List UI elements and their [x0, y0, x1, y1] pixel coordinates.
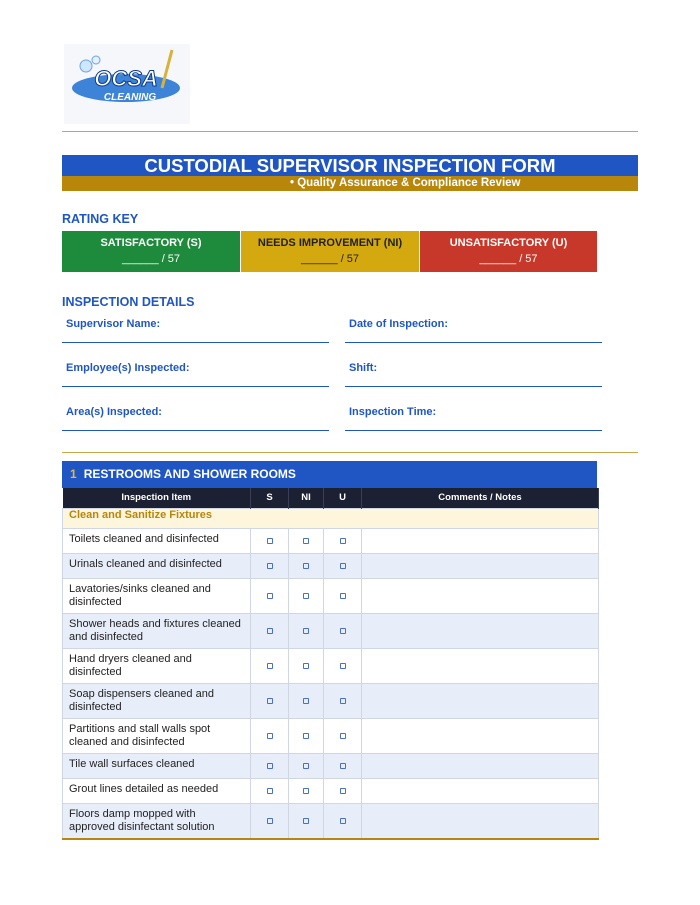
- checkbox-s[interactable]: [267, 628, 273, 634]
- employees-inspected-label: Employee(s) Inspected:: [66, 362, 190, 374]
- rating-cell-ni: [289, 753, 324, 778]
- table-row: [63, 753, 599, 778]
- inspection-date-field[interactable]: [345, 313, 602, 343]
- table-row: [63, 578, 599, 613]
- rating-cell-ni: [289, 528, 324, 553]
- comments-cell[interactable]: [362, 528, 599, 553]
- rating-cell-u: [324, 803, 362, 839]
- col-header-s: S: [251, 488, 289, 508]
- checkbox-u[interactable]: [340, 733, 346, 739]
- inspection-details-heading: INSPECTION DETAILS: [62, 295, 195, 309]
- rating-cell-u: [324, 778, 362, 803]
- rating-needs-improvement: [241, 231, 419, 272]
- rating-unsatisfactory-label: UNSATISFACTORY (U): [449, 237, 568, 249]
- form-subtitle-bar: [62, 176, 638, 191]
- subsection-row: [63, 508, 599, 528]
- rating-cell-s: [251, 528, 289, 553]
- checkbox-s[interactable]: [267, 663, 273, 669]
- rating-cell-u: [324, 553, 362, 578]
- inspection-table: [62, 488, 599, 840]
- checkbox-ni[interactable]: [303, 663, 309, 669]
- comments-cell[interactable]: [362, 683, 599, 718]
- comments-cell[interactable]: [362, 718, 599, 753]
- checkbox-s[interactable]: [267, 733, 273, 739]
- rating-satisfactory: [62, 231, 240, 272]
- col-header-item: Inspection Item: [63, 488, 251, 508]
- rating-cell-u: [324, 578, 362, 613]
- comments-cell[interactable]: [362, 578, 599, 613]
- rating-unsatisfactory-score: ______ / 57: [479, 253, 538, 265]
- inspection-date-label: Date of Inspection:: [349, 318, 449, 330]
- employees-inspected-field[interactable]: [62, 357, 329, 387]
- table-row: [63, 553, 599, 578]
- rating-unsatisfactory: [420, 231, 597, 272]
- inspection-item: Toilets cleaned and disinfected: [63, 528, 251, 553]
- table-row: [63, 778, 599, 803]
- rating-cell-ni: [289, 578, 324, 613]
- rating-cell-u: [324, 718, 362, 753]
- checkbox-u[interactable]: [340, 818, 346, 824]
- checkbox-s[interactable]: [267, 538, 273, 544]
- form-subtitle: • Quality Assurance & Compliance Review: [290, 177, 521, 189]
- comments-cell[interactable]: [362, 553, 599, 578]
- checkbox-ni[interactable]: [303, 763, 309, 769]
- checkbox-u[interactable]: [340, 538, 346, 544]
- supervisor-name-field[interactable]: [62, 313, 329, 343]
- table-row: [63, 613, 599, 648]
- rating-cell-ni: [289, 648, 324, 683]
- shift-field[interactable]: [345, 357, 602, 387]
- rating-cell-s: [251, 553, 289, 578]
- checkbox-s[interactable]: [267, 818, 273, 824]
- rating-cell-u: [324, 753, 362, 778]
- checkbox-u[interactable]: [340, 628, 346, 634]
- rating-cell-ni: [289, 803, 324, 839]
- inspection-item: Hand dryers cleaned and disinfected: [63, 648, 251, 683]
- col-header-ni: NI: [289, 488, 324, 508]
- inspection-item: Tile wall surfaces cleaned: [63, 753, 251, 778]
- comments-cell[interactable]: [362, 803, 599, 839]
- checkbox-ni[interactable]: [303, 788, 309, 794]
- section-header: [62, 461, 597, 488]
- rating-cell-u: [324, 648, 362, 683]
- comments-cell[interactable]: [362, 778, 599, 803]
- checkbox-ni[interactable]: [303, 628, 309, 634]
- areas-inspected-field[interactable]: [62, 401, 329, 431]
- rating-cell-s: [251, 613, 289, 648]
- comments-cell[interactable]: [362, 613, 599, 648]
- rating-cell-ni: [289, 683, 324, 718]
- rating-cell-s: [251, 648, 289, 683]
- checkbox-ni[interactable]: [303, 563, 309, 569]
- checkbox-ni[interactable]: [303, 538, 309, 544]
- rating-cell-ni: [289, 778, 324, 803]
- checkbox-s[interactable]: [267, 563, 273, 569]
- inspection-item: Lavatories/sinks cleaned and disinfected: [63, 578, 251, 613]
- rating-cell-s: [251, 803, 289, 839]
- form-title: CUSTODIAL SUPERVISOR INSPECTION FORM: [62, 155, 638, 176]
- checkbox-u[interactable]: [340, 563, 346, 569]
- col-header-comments: Comments / Notes: [362, 488, 599, 508]
- rating-satisfactory-label: SATISFACTORY (S): [100, 237, 202, 249]
- checkbox-s[interactable]: [267, 788, 273, 794]
- section-number: 1: [70, 467, 77, 481]
- table-header-row: [63, 488, 599, 508]
- checkbox-u[interactable]: [340, 788, 346, 794]
- table-row: [63, 528, 599, 553]
- checkbox-u[interactable]: [340, 593, 346, 599]
- rating-cell-u: [324, 613, 362, 648]
- rating-cell-u: [324, 683, 362, 718]
- rating-satisfactory-score: ______ / 57: [121, 253, 181, 265]
- inspection-time-label: Inspection Time:: [349, 406, 437, 418]
- table-row: [63, 803, 599, 839]
- rating-cell-s: [251, 683, 289, 718]
- logo-text: OCSA: [94, 66, 158, 91]
- section-title: RESTROOMS AND SHOWER ROOMS: [83, 467, 296, 481]
- comments-cell[interactable]: [362, 753, 599, 778]
- rating-key-heading: RATING KEY: [62, 212, 139, 226]
- checkbox-s[interactable]: [267, 698, 273, 704]
- rating-cell-ni: [289, 718, 324, 753]
- inspection-item: Soap dispensers cleaned and disinfected: [63, 683, 251, 718]
- rating-needs-improvement-label: NEEDS IMPROVEMENT (NI): [257, 237, 403, 249]
- checkbox-u[interactable]: [340, 698, 346, 704]
- checkbox-s[interactable]: [267, 763, 273, 769]
- rating-cell-u: [324, 528, 362, 553]
- checkbox-ni[interactable]: [303, 818, 309, 824]
- details-divider: [62, 452, 638, 453]
- subsection-title: Clean and Sanitize Fixtures: [63, 508, 599, 528]
- areas-inspected-label: Area(s) Inspected:: [66, 406, 162, 418]
- checkbox-u[interactable]: [340, 663, 346, 669]
- inspection-time-field[interactable]: [345, 401, 602, 431]
- checkbox-ni[interactable]: [303, 698, 309, 704]
- checkbox-ni[interactable]: [303, 733, 309, 739]
- checkbox-ni[interactable]: [303, 593, 309, 599]
- table-row: [63, 683, 599, 718]
- inspection-item: Urinals cleaned and disinfected: [63, 553, 251, 578]
- table-row: [63, 648, 599, 683]
- supervisor-name-label: Supervisor Name:: [66, 318, 161, 330]
- shift-label: Shift:: [349, 362, 378, 374]
- rating-needs-improvement-score: ______ / 57: [300, 253, 360, 265]
- inspection-item: Shower heads and fixtures cleaned and disinfected: [63, 613, 251, 648]
- table-row: [63, 718, 599, 753]
- logo-subtext: CLEANING: [103, 92, 157, 103]
- inspection-item: Partitions and stall walls spot cleaned and disinfected: [63, 718, 251, 753]
- header-divider: [62, 131, 638, 132]
- rating-cell-s: [251, 578, 289, 613]
- checkbox-u[interactable]: [340, 763, 346, 769]
- col-header-u: U: [324, 488, 362, 508]
- rating-cell-ni: [289, 613, 324, 648]
- inspection-item: Grout lines detailed as needed: [63, 778, 251, 803]
- company-logo: [64, 44, 190, 124]
- rating-cell-ni: [289, 553, 324, 578]
- rating-cell-s: [251, 718, 289, 753]
- comments-cell[interactable]: [362, 648, 599, 683]
- rating-cell-s: [251, 778, 289, 803]
- inspection-item: Floors damp mopped with approved disinfectant solution: [63, 803, 251, 839]
- checkbox-s[interactable]: [267, 593, 273, 599]
- rating-cell-s: [251, 753, 289, 778]
